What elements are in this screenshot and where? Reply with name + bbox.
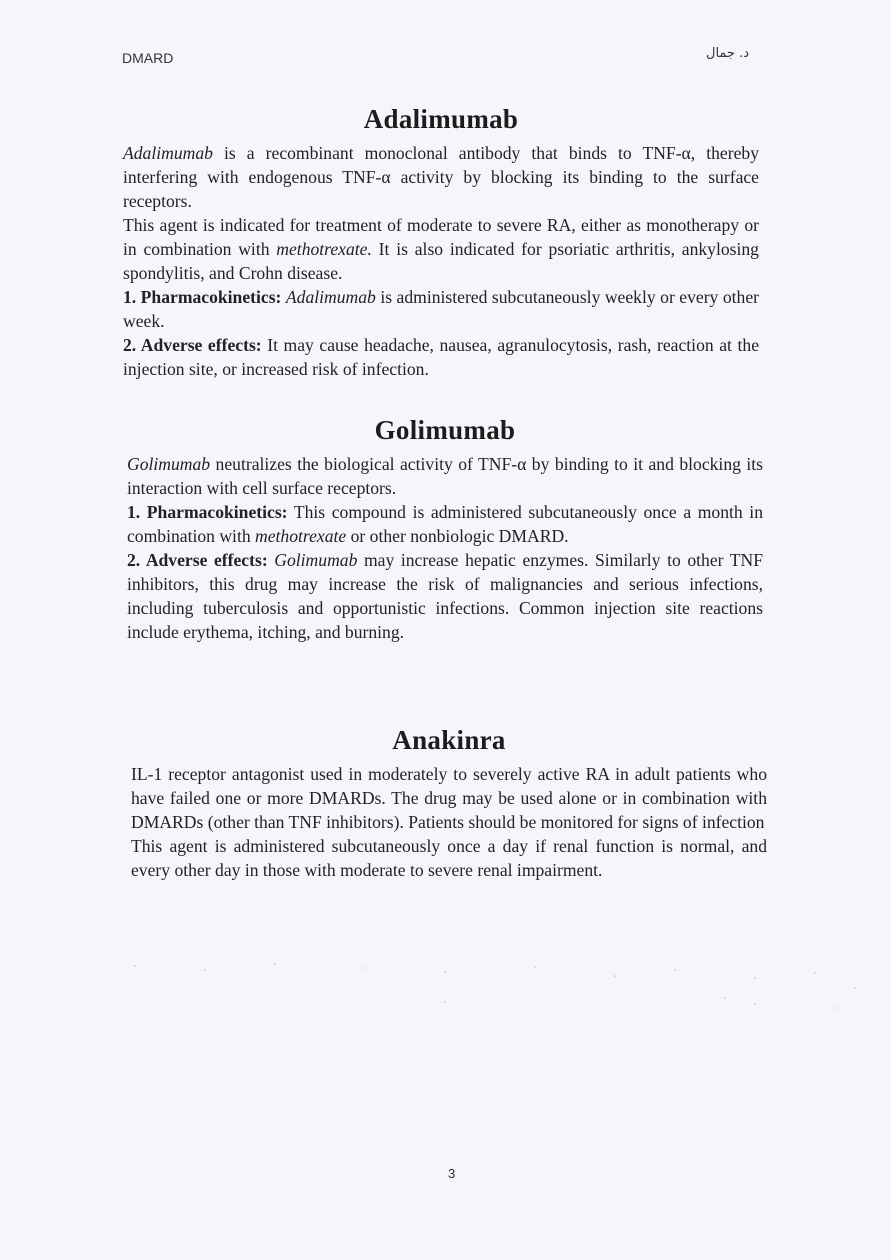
section-title: Anakinra [392,725,506,755]
paragraph-description: IL-1 receptor antagonist used in moderately to severely active RA in adult patients who have failed one or more DMARDs. The drug may be used alone or in combination with DMARDs (other than TNF inhibitors). Patients should be monitored for signs of infection [131,764,767,832]
paragraph-adverse-effects [123,333,759,381]
paragraph-description [123,141,759,213]
drug-name: Golimumab [274,550,358,570]
section-title: Golimumab [374,415,516,445]
paragraph-text: may increase hepatic enzymes. Similarly to other TNF inhibitors, this drug may increase the risk of malignancies and serious infections, including tuberculosis and opportunistic infections. Common injection site reactions include erythema, itching, and burning. [127,550,764,642]
paragraph-text: This agent is indicated for treatment of moderate to severe RA, either as monotherapy or in combination with [123,215,759,259]
paragraph-dosing: This agent is administered subcutaneously once a day if renal function is normal, and every other day in those with moderate to severe renal impairment. [131,836,767,880]
drug-name: Adalimumab [285,287,376,307]
paragraph-text: It is also indicated for psoriatic arthritis, ankylosing spondylitis, and Crohn disease. [123,239,759,283]
section-title: Adalimumab [363,104,519,134]
paragraph-description [127,452,763,500]
paragraph-indications [123,213,759,285]
paragraph-pharmacokinetics [123,285,759,333]
paragraph-pharmacokinetics [127,500,763,548]
paragraph-text: is administered subcutaneously weekly or every other week. [123,287,759,331]
header-course-label: DMARD [122,50,174,66]
section-golimumab [127,415,763,644]
paragraph-text: This compound is administered subcutaneously once a month in combination with [127,502,763,546]
item-label: 1. Pharmacokinetics: [123,287,282,307]
drug-name: methotrexate. [276,239,372,259]
section-anakinra [131,725,767,882]
drug-name: Adalimumab [123,143,213,163]
section-adalimumab [123,104,759,381]
paragraph-text: or other nonbiologic DMARD. [346,526,569,546]
paragraph-text: It may cause headache, nausea, agranulocytosis, rash, reaction at the injection site, or increased risk of infection. [123,335,759,379]
item-label: 2. Adverse effects: [127,550,268,570]
drug-name: Golimumab [127,454,211,474]
item-label: 2. Adverse effects: [123,335,262,355]
paragraph-text: is a recombinant monoclonal antibody that binds to TNF-α, thereby interfering with endogenous TNF-α activity by blocking its binding to the surface receptors. [123,143,759,211]
page-number: 3 [448,1166,456,1181]
header-author-label: د. جمال [706,46,750,61]
paragraph-adverse-effects [127,548,763,644]
item-label: 1. Pharmacokinetics: [127,502,288,522]
drug-name: methotrexate [255,526,347,546]
paragraph-text: neutralizes the biological activity of TNF-α by binding to it and blocking its interaction with cell surface receptors. [127,454,763,498]
scan-noise-decoration [115,958,885,1018]
